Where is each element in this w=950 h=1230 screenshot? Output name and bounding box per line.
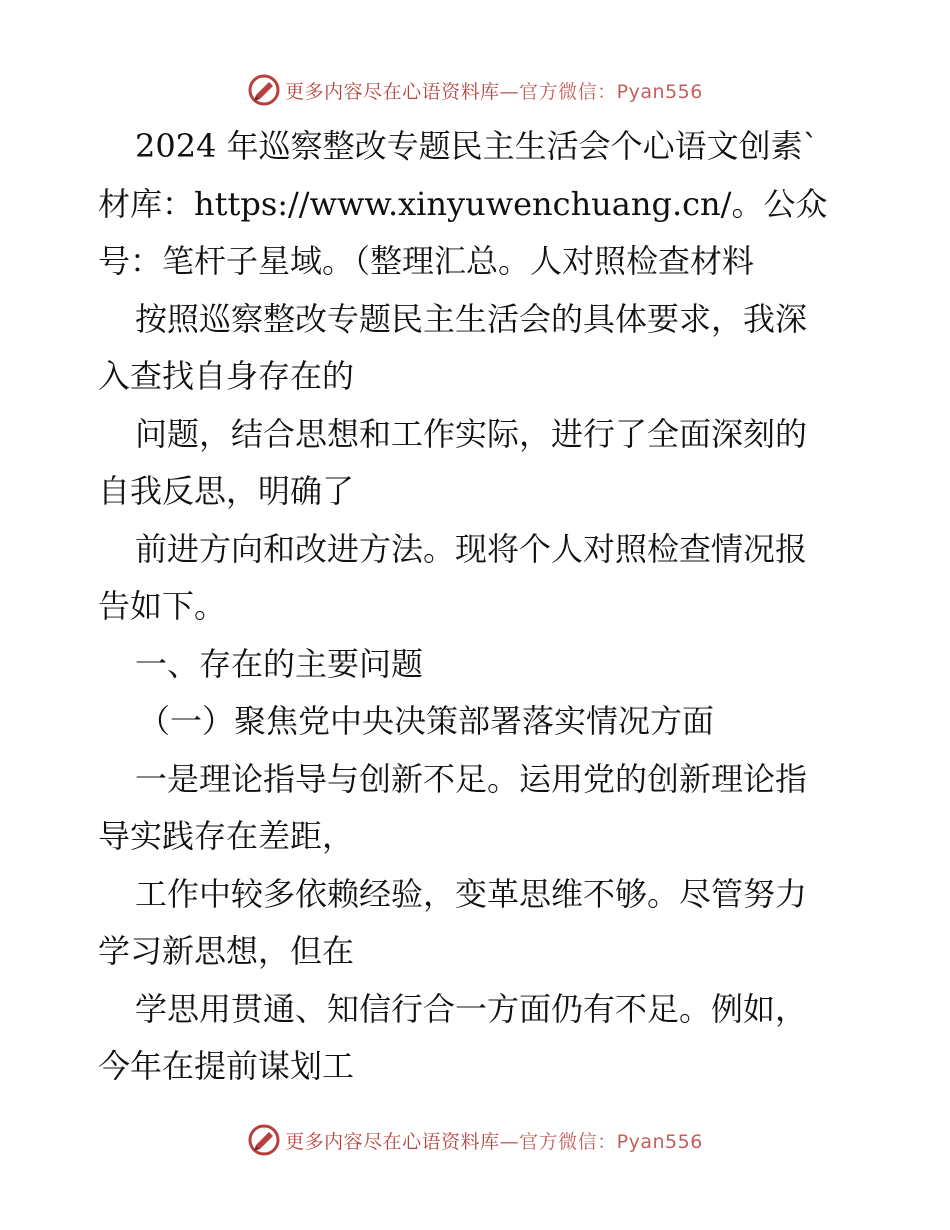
watermark-brand: 更多内容尽在心语资料库 xyxy=(285,1130,500,1153)
text-line: 2024 年巡察整改专题民主生活会个心语文创素` xyxy=(135,127,819,165)
text-line: 按照巡察整改专题民主生活会的具体要求，我深 xyxy=(135,299,808,338)
text-line: 导实践存在差距， xyxy=(98,817,355,855)
watermark-contact: —官方微信：Pyan556 xyxy=(499,1130,703,1153)
document-body xyxy=(98,118,858,1096)
text-line: 工作中较多依赖经验，变革思维不够。尽管努力 xyxy=(135,874,808,913)
subsection-heading: （一）聚焦党中央决策部署落实情况方面 xyxy=(138,702,715,740)
text-line: 前进方向和改进方法。现将个人对照检查情况报 xyxy=(135,529,808,568)
text-line: 今年在提前谋划工 xyxy=(98,1047,355,1085)
text-line: 告如下。 xyxy=(98,587,227,625)
text-line: 号：笔杆子星域。（整理汇总。人对照检查材料 xyxy=(98,242,755,280)
watermark-header xyxy=(0,70,950,110)
pen-circle-logo-icon xyxy=(247,73,281,107)
text-line: 学思用贯通、知信行合一方面仍有不足。例如， xyxy=(135,989,808,1028)
watermark-brand: 更多内容尽在心语资料库 xyxy=(285,80,500,103)
text-line: 问题，结合思想和工作实际，进行了全面深刻的 xyxy=(135,414,808,453)
text-line: 一是理论指导与创新不足。运用党的创新理论指 xyxy=(135,759,808,798)
text-line: 材库：https://www.xinyuwenchuang.cn/。公众 xyxy=(98,184,828,223)
pen-circle-logo-icon xyxy=(247,1123,281,1157)
text-line: 自我反思，明确了 xyxy=(98,472,355,510)
watermark-contact: —官方微信：Pyan556 xyxy=(499,80,703,103)
text-line: 学习新思想，但在 xyxy=(98,932,355,970)
section-heading: 一、存在的主要问题 xyxy=(135,644,424,683)
text-line: 入查找自身存在的 xyxy=(98,357,355,395)
watermark-footer xyxy=(0,1120,950,1160)
